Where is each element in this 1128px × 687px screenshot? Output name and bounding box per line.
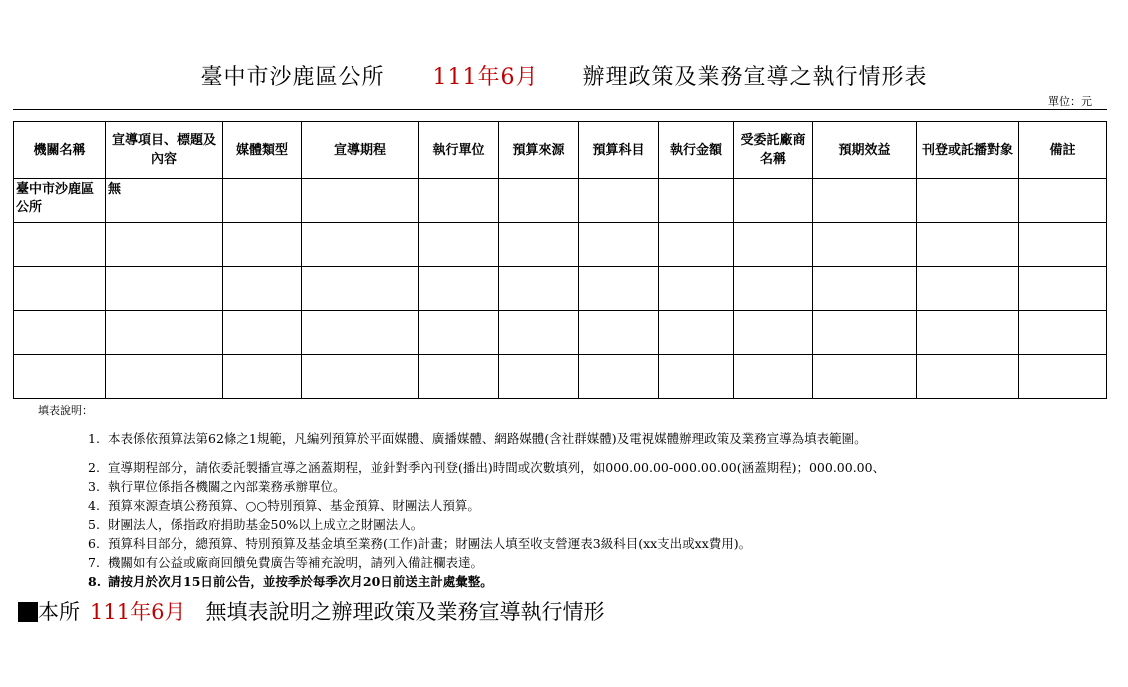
footer-statement (18, 596, 604, 626)
title-org: 臺中市沙鹿區公所 (200, 65, 385, 90)
note-item (88, 534, 751, 552)
table-cell (1019, 179, 1107, 223)
note-text: 財團法人，係指政府捐助基金50%以上成立之財團法人。 (108, 517, 424, 532)
table-cell (1019, 223, 1107, 267)
note-item (88, 458, 885, 476)
table-cell (106, 267, 223, 311)
table-cell (579, 179, 659, 223)
table-cell (917, 311, 1019, 355)
table-cell (419, 267, 499, 311)
table-cell (813, 179, 917, 223)
table-cell (106, 311, 223, 355)
footer-prefix: 本所 (38, 600, 80, 624)
table-cell (659, 223, 734, 267)
table-cell (499, 355, 579, 399)
column-header: 預算來源 (499, 122, 579, 179)
table-cell (917, 223, 1019, 267)
table-cell (223, 179, 302, 223)
table-cell (659, 179, 734, 223)
table-cell (419, 223, 499, 267)
table-cell (734, 267, 813, 311)
column-header: 執行金額 (659, 122, 734, 179)
column-header: 宣導項目、標題及內容 (106, 122, 223, 179)
table-cell (1019, 311, 1107, 355)
table-cell (419, 355, 499, 399)
note-number: 8. (88, 574, 102, 589)
table-cell (302, 311, 419, 355)
table-cell (579, 223, 659, 267)
table-cell (917, 355, 1019, 399)
table-cell (302, 223, 419, 267)
note-item (88, 553, 483, 571)
table-cell (302, 179, 419, 223)
unit-label: 單位：元 (1048, 95, 1092, 108)
note-text: 預算科目部分，總預算、特別預算及基金填至業務(工作)計畫；財團法人填至收支營運表3級科目(xx支出或xx費用)。 (108, 536, 752, 551)
footer-text: 無填表說明之辦理政策及業務宣導執行情形 (205, 600, 605, 624)
footer-period: 111年6月 (90, 600, 186, 624)
column-header: 執行單位 (419, 122, 499, 179)
title-subject: 辦理政策及業務宣導之執行情形表 (582, 65, 928, 90)
column-header: 刊登或託播對象 (917, 122, 1019, 179)
note-text: 預算來源查填公務預算、○○特別預算、基金預算、財團法人預算。 (108, 498, 480, 513)
column-header: 機關名稱 (14, 122, 106, 179)
title-period: 111年6月 (432, 65, 539, 90)
note-item (88, 477, 346, 495)
table-row (14, 311, 1107, 355)
table-cell (14, 355, 106, 399)
note-text: 宣導期程部分，請依委託製播宣導之涵蓋期程，並針對季內刊登(播出)時間或次數填列，如000.00.00-000.00.00(涵蓋期程)；000.00.00、 (108, 460, 886, 475)
table-cell (659, 267, 734, 311)
table-cell (223, 311, 302, 355)
table-cell (917, 267, 1019, 311)
note-number: 3. (88, 479, 100, 494)
table-cell (917, 179, 1019, 223)
note-text: 執行單位係指各機關之內部業務承辦單位。 (108, 479, 346, 494)
table-cell (499, 223, 579, 267)
table-cell (499, 267, 579, 311)
table-cell (223, 267, 302, 311)
column-header: 受委託廠商名稱 (734, 122, 813, 179)
table-cell (734, 179, 813, 223)
page-title (0, 60, 1128, 91)
note-text: 本表係依預算法第62條之1規範，凡編列預算於平面媒體、廣播媒體、網路媒體(含社群媒體)及電視媒體辦理政策及業務宣導為填表範圍。 (108, 431, 867, 446)
note-number: 2. (88, 460, 100, 475)
black-square-icon (18, 602, 38, 622)
note-item (88, 429, 867, 447)
table-cell: 臺中市沙鹿區公所 (14, 179, 106, 223)
table-row (14, 267, 1107, 311)
table-cell (734, 311, 813, 355)
header-row (14, 122, 1107, 179)
note-item (88, 515, 423, 533)
table-cell (499, 179, 579, 223)
table-cell (1019, 267, 1107, 311)
column-header: 預期效益 (813, 122, 917, 179)
table-cell (106, 355, 223, 399)
table-cell (813, 311, 917, 355)
title-divider (13, 109, 1107, 110)
note-number: 6. (88, 536, 100, 551)
table-cell (659, 355, 734, 399)
note-number: 1. (88, 431, 100, 446)
table-cell (579, 311, 659, 355)
table-cell (734, 223, 813, 267)
table-cell (419, 311, 499, 355)
table-cell (106, 223, 223, 267)
column-header: 預算科目 (579, 122, 659, 179)
table-cell (579, 355, 659, 399)
table-row (14, 223, 1107, 267)
column-header: 備註 (1019, 122, 1107, 179)
column-header: 媒體類型 (223, 122, 302, 179)
table-cell: 無 (106, 179, 223, 223)
table-cell (14, 267, 106, 311)
table-cell (813, 223, 917, 267)
table-cell (302, 267, 419, 311)
notes-label: 填表說明： (38, 404, 93, 417)
table-cell (14, 223, 106, 267)
note-text: 請按月於次月15日前公告，並按季於每季次月20日前送主計處彙整。 (108, 574, 493, 589)
column-header: 宣導期程 (302, 122, 419, 179)
table-row (14, 179, 1107, 223)
note-number: 4. (88, 498, 100, 513)
table-cell (579, 267, 659, 311)
table-cell (14, 311, 106, 355)
table-row (14, 355, 1107, 399)
note-number: 7. (88, 555, 100, 570)
table-cell (419, 179, 499, 223)
table-cell (1019, 355, 1107, 399)
table-cell (223, 223, 302, 267)
note-number: 5. (88, 517, 100, 532)
table-cell (223, 355, 302, 399)
table-cell (499, 311, 579, 355)
table-cell (302, 355, 419, 399)
table-cell (734, 355, 813, 399)
note-item (88, 572, 493, 590)
table-cell (813, 355, 917, 399)
table-cell (813, 267, 917, 311)
note-item (88, 496, 480, 514)
table-cell (659, 311, 734, 355)
execution-table (13, 121, 1107, 399)
note-text: 機關如有公益或廠商回饋免費廣告等補充說明，請列入備註欄表達。 (108, 555, 484, 570)
